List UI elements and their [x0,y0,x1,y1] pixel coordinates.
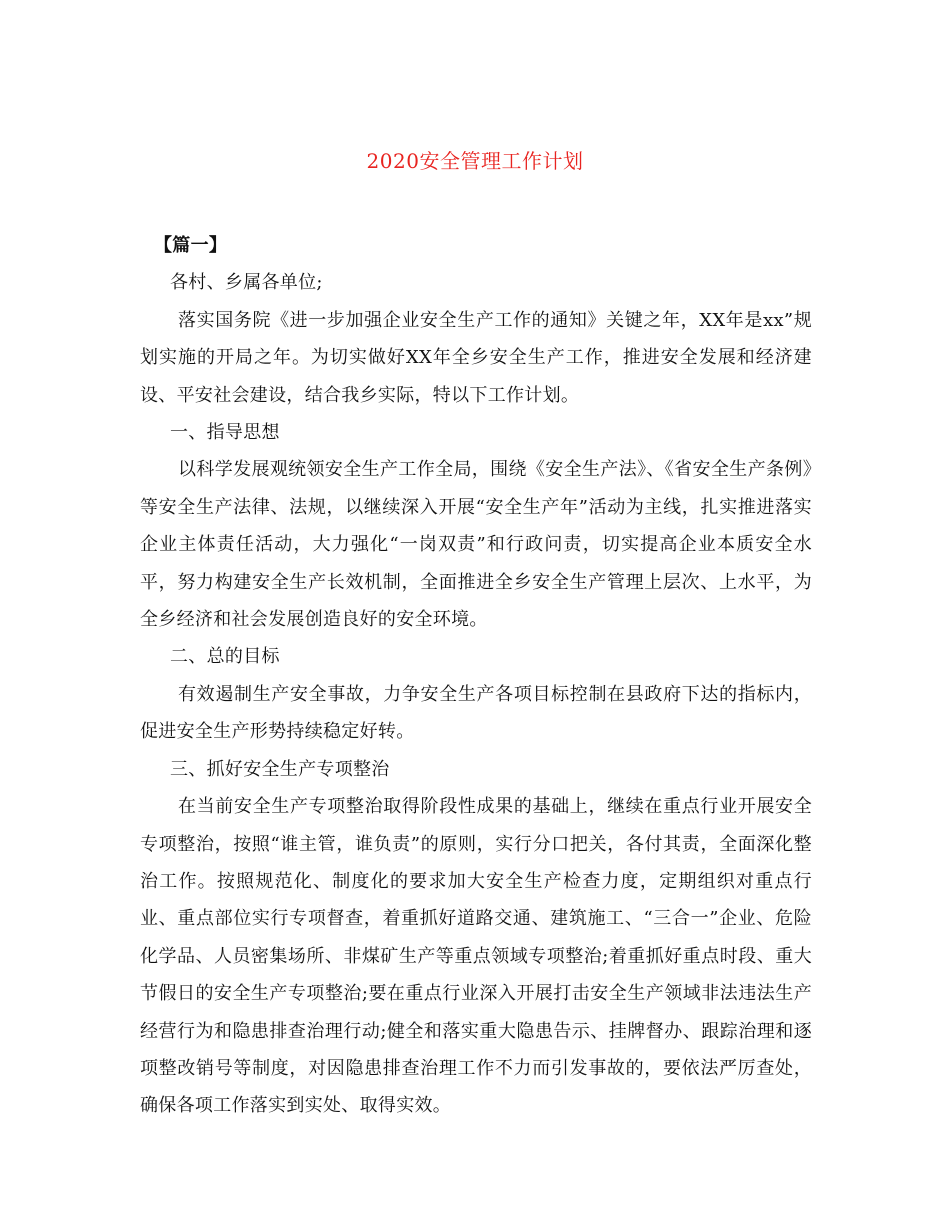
section-mark: 【篇一】 [154,235,228,256]
heading-guiding-ideology: 一、指导思想 [170,422,280,444]
heading-special-rectification: 三、抓好安全生产专项整治 [170,758,390,780]
document-title: 2020安全管理工作计划 [366,149,584,173]
intro-paragraph: 落实国务院《进一步加强企业安全生产工作的通知》关键之年，XX年是xx”规划实施的开局之年。为切实做好XX年全乡安全生产工作，推进安全发展和经济建设、平安社会建设，结合我乡实际，特以下工作计划。 [140,309,812,406]
salutation: 各村、乡属各单位; [170,272,323,294]
paragraph-guiding-ideology: 以科学发展观统领安全生产工作全局，围绕《安全生产法》、《省安全生产条例》等安全生产法律、法规，以继续深入开展“安全生产年”活动为主线，扎实推进落实企业主体责任活动，大力强化“一岗双责”和行政问责，切实提高企业本质安全水平，努力构建安全生产长效机制，全面推进全乡安全生产管理上层次、上水平，为全乡经济和社会发展创造良好的安全环境。 [140,459,812,631]
paragraph-special-rectification: 在当前安全生产专项整治取得阶段性成果的基础上，继续在重点行业开展安全专项整治，按照“谁主管，谁负责”的原则，实行分口把关，各付其责，全面深化整治工作。按照规范化、制度化的要求加大安全生产检查力度，定期组织对重点行业、重点部位实行专项督查，着重抓好道路交通、建筑施工、“三合一”企业、危险化学品、人员密集场所、非煤矿生产等重点领域专项整治;着重抓好重点时段、重大节假日的安全生产专项整治;要在重点行业深入开展打击安全生产领域非法违法生产经营行为和隐患排查治理行动;健全和落实重大隐患告示、挂牌督办、跟踪治理和逐项整改销号等制度，对因隐患排查治理工作不力而引发事故的，要依法严厉查处，确保各项工作落实到实处、取得实效。 [140,796,812,1117]
heading-overall-goal: 二、总的目标 [170,646,280,668]
document-body [140,227,812,1125]
paragraph-overall-goal: 有效遏制生产安全事故，力争安全生产各项目标控制在县政府下达的指标内，促进安全生产形势持续稳定好转。 [140,683,812,743]
